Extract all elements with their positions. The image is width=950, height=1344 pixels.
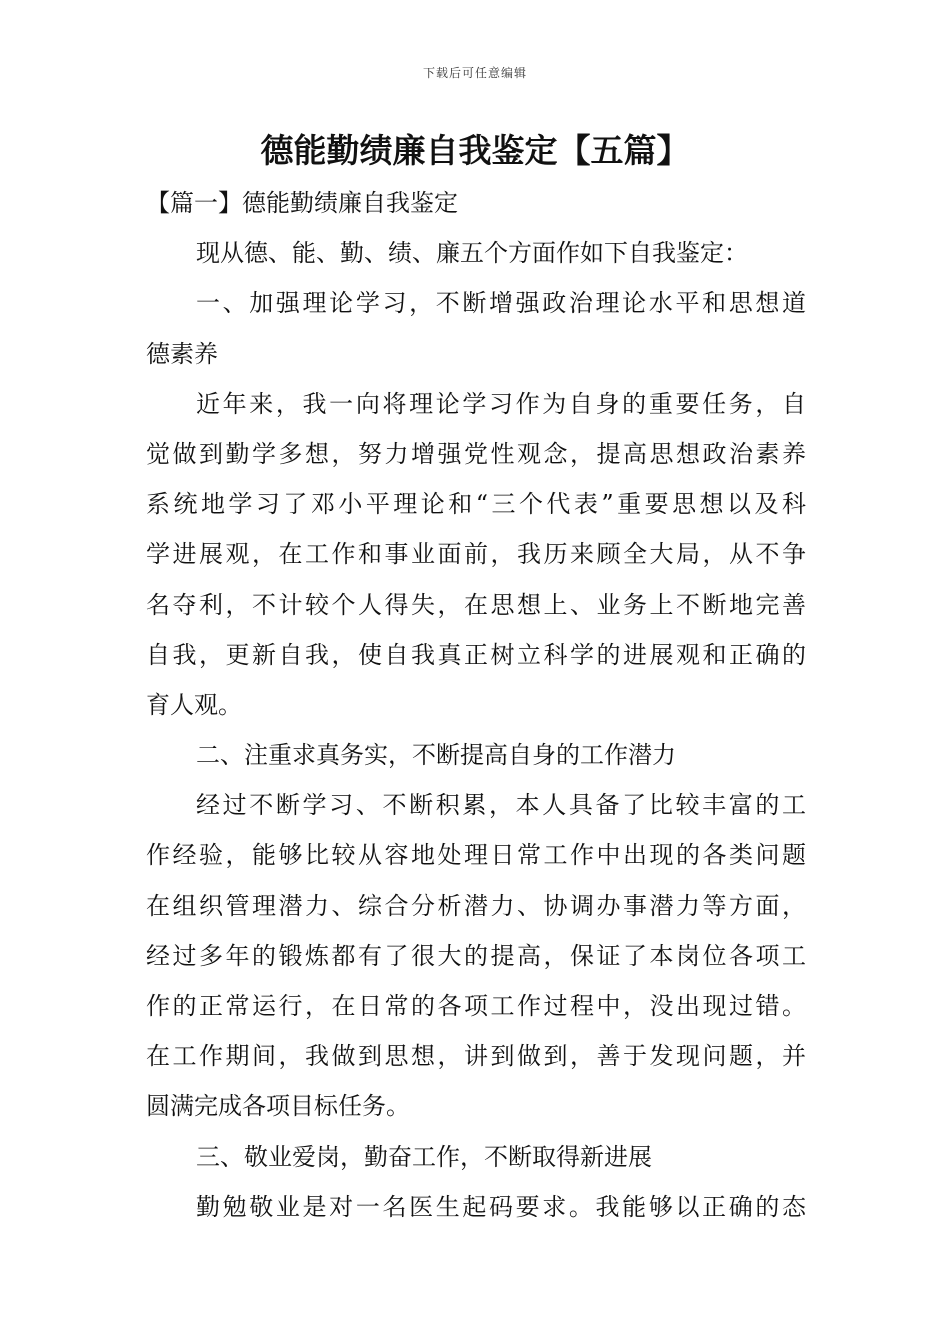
text-line: 圆满完成各项目标任务。 (146, 1092, 410, 1121)
text-line: 作经验，能够比较从容地处理日常工作中出现的各类问题 (146, 841, 806, 870)
text-line: 【篇一】德能勤绩廉自我鉴定 (146, 189, 458, 217)
text-line: 名夺利，不计较个人得失，在思想上、业务上不断地完善 (146, 590, 806, 619)
text-line: 学进展观，在工作和事业面前，我历来顾全大局，从不争 (146, 540, 806, 569)
text-line: 经过不断学习、不断积累，本人具备了比较丰富的工 (196, 791, 806, 820)
text-line: 系统地学习了邓小平理论和“三个代表”重要思想以及科 (146, 490, 806, 519)
text-line: 育人观。 (146, 690, 242, 719)
text-line: 觉做到勤学多想，努力增强党性观念，提高思想政治素养 (146, 439, 806, 468)
header-note: 下载后可任意编辑 (422, 66, 527, 80)
text-line: 现从德、能、勤、绩、廉五个方面作如下自我鉴定： (196, 239, 748, 268)
text-line: 近年来，我一向将理论学习作为自身的重要任务，自 (196, 389, 806, 418)
document-title: 德能勤绩廉自我鉴定【五篇】 (260, 131, 690, 170)
document-body (146, 178, 806, 1232)
text-line: 自我，更新自我，使自我真正树立科学的进展观和正确的 (146, 640, 806, 669)
text-line: 在工作期间，我做到思想，讲到做到，善于发现问题，并 (146, 1042, 806, 1071)
text-line: 勤勉敬业是对一名医生起码要求。我能够以正确的态 (196, 1192, 806, 1221)
text-line: 三、敬业爱岗，勤奋工作，不断取得新进展 (196, 1142, 652, 1171)
text-line: 一、加强理论学习，不断增强政治理论水平和思想道 (196, 289, 806, 318)
text-line: 经过多年的锻炼都有了很大的提高，保证了本岗位各项工 (146, 941, 806, 970)
text-line: 作的正常运行，在日常的各项工作过程中，没出现过错。 (146, 992, 806, 1020)
text-line: 二、注重求真务实，不断提高自身的工作潜力 (196, 741, 676, 770)
text-line: 德素养 (146, 339, 218, 368)
text-line: 在组织管理潜力、综合分析潜力、协调办事潜力等方面， (146, 891, 806, 920)
